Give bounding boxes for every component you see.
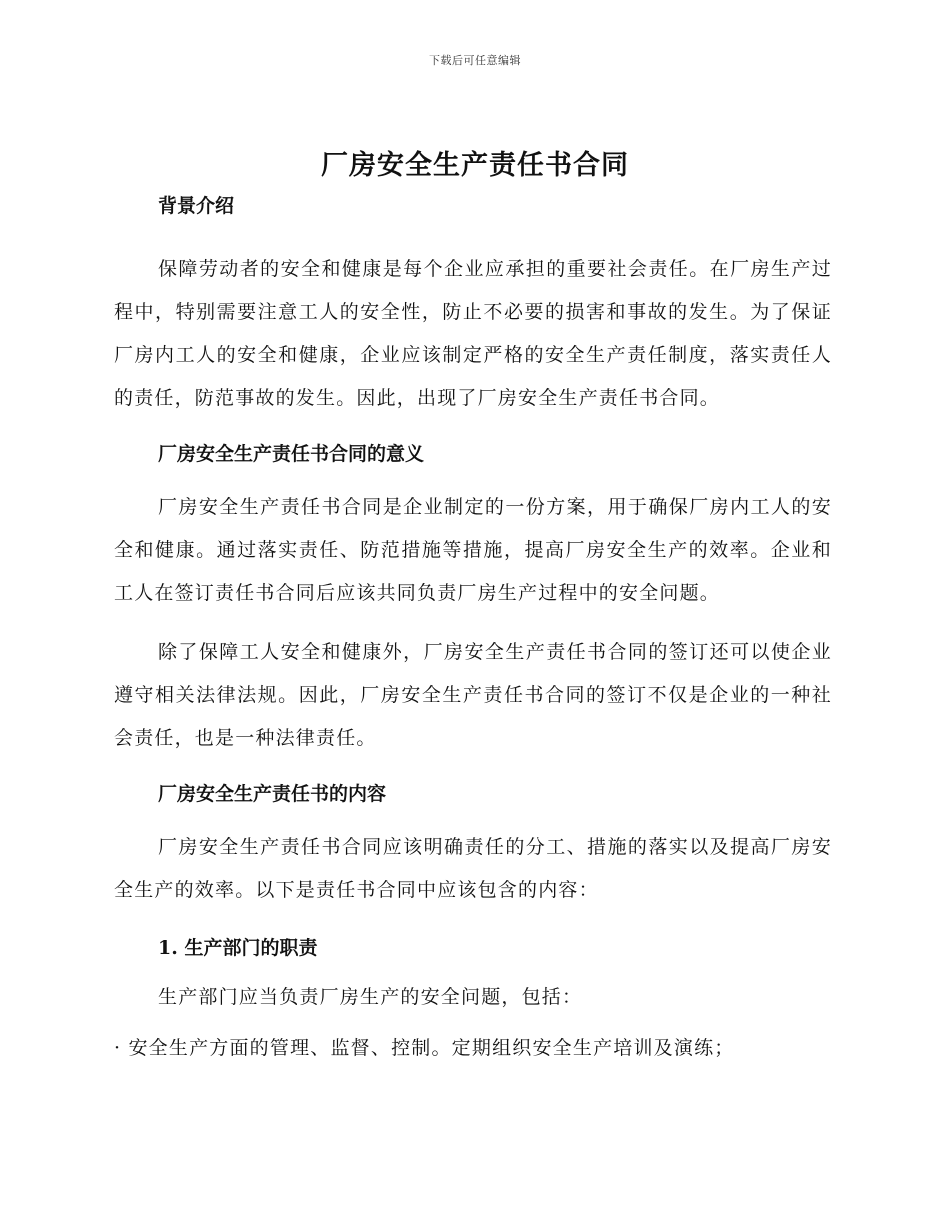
paragraph: 保障劳动者的安全和健康是每个企业应承担的重要社会责任。在厂房生产过程中，特别需要注意工人的安全性，防止不必要的损害和事故的发生。为了保证厂房内工人的安全和健康，企业应该制定严格的安全生产责任制度，落实责任人的责任，防范事故的发生。因此，出现了厂房安全生产责任书合同。	[114, 258, 832, 409]
section-heading: 厂房安全生产责任书合同的意义	[158, 443, 425, 465]
header-note: 下载后可任意编辑	[429, 54, 521, 67]
bullet-item: · 安全生产方面的管理、监督、控制。定期组织安全生产培训及演练；	[114, 1037, 735, 1059]
paragraph: 除了保障工人安全和健康外，厂房安全生产责任书合同的签订还可以使企业遵守相关法律法规。因此，厂房安全生产责任书合同的签订不仅是企业的一种社会责任，也是一种法律责任。	[114, 641, 832, 749]
section-production-dept	[114, 934, 832, 1070]
section-heading: 1. 生产部门的职责	[158, 937, 318, 959]
section-significance	[114, 440, 832, 760]
section-background	[114, 192, 832, 420]
paragraph: 生产部门应当负责厂房生产的安全问题，包括：	[158, 986, 583, 1008]
paragraph: 厂房安全生产责任书合同是企业制定的一份方案，用于确保厂房内工人的安全和健康。通过落实责任、防范措施等措施，提高厂房安全生产的效率。企业和工人在签订责任书合同后应该共同负责厂房生产过程中的安全问题。	[114, 496, 832, 604]
section-heading: 背景介绍	[158, 195, 235, 217]
section-heading: 厂房安全生产责任书的内容	[158, 783, 387, 805]
document-title: 厂房安全生产责任书合同	[321, 150, 629, 181]
section-contents	[114, 780, 832, 912]
paragraph: 厂房安全生产责任书合同应该明确责任的分工、措施的落实以及提高厂房安全生产的效率。以下是责任书合同中应该包含的内容：	[114, 836, 832, 901]
document-body	[114, 190, 832, 1070]
